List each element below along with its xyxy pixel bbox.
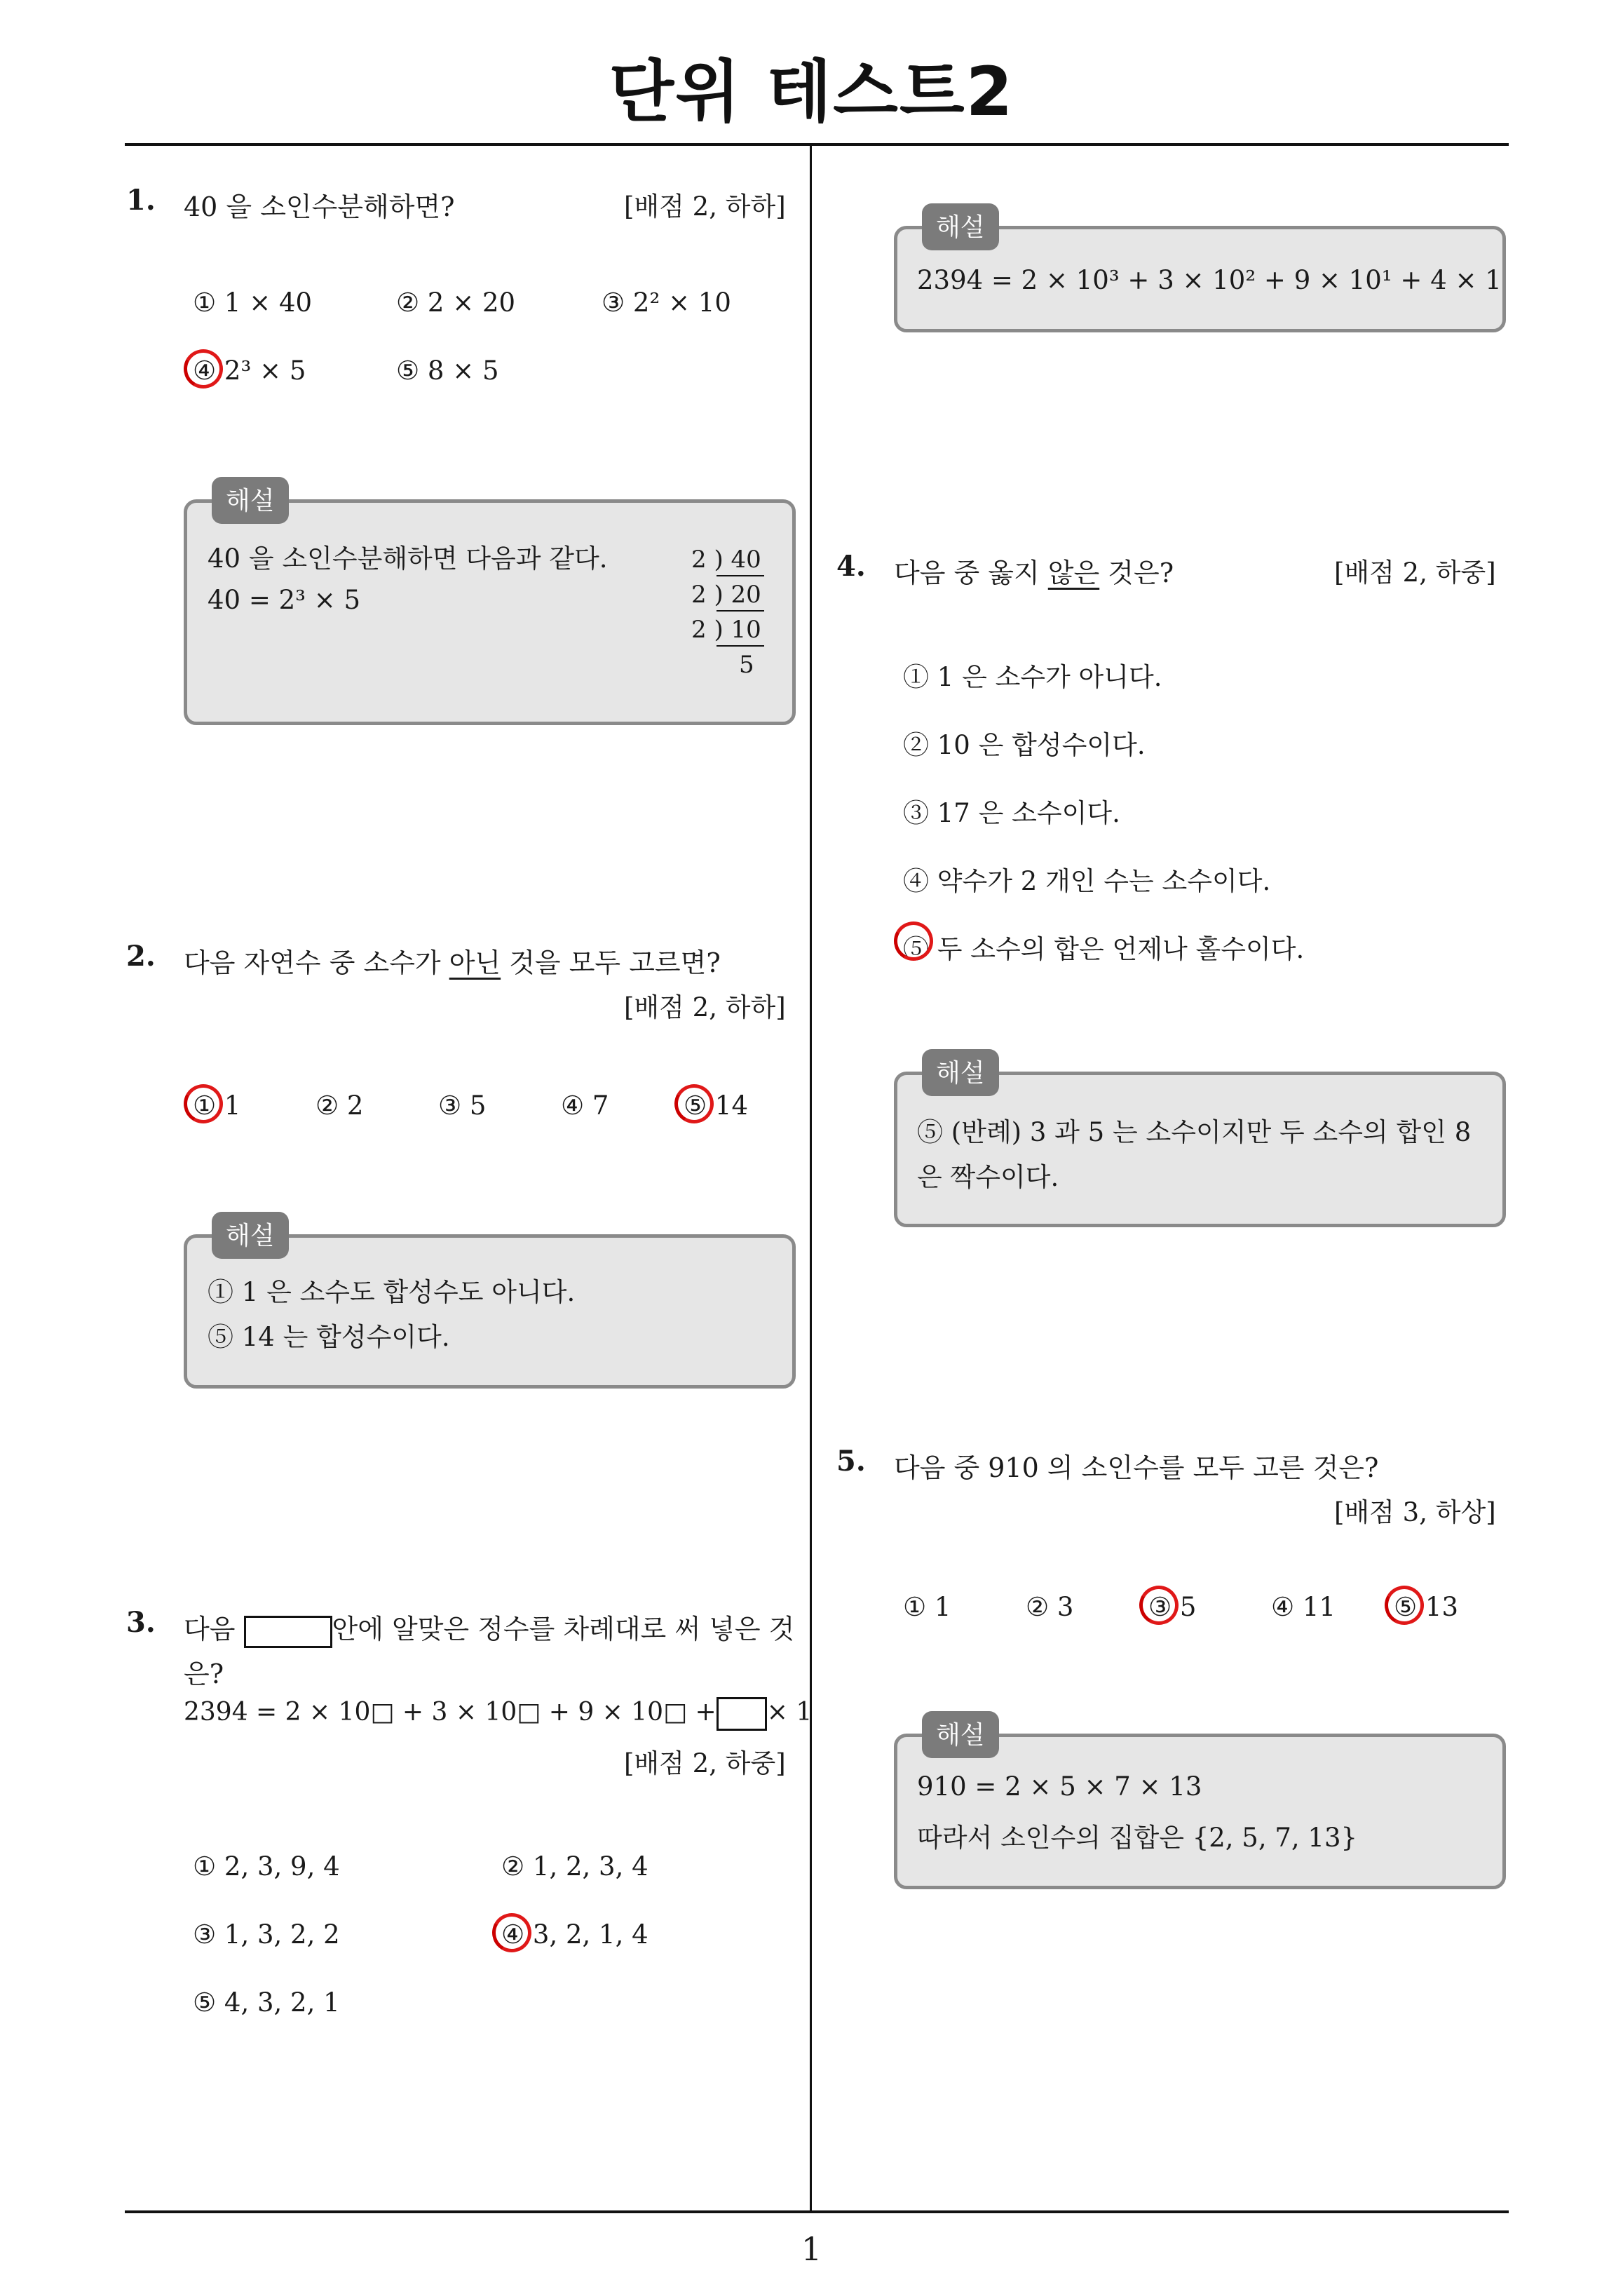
q1-division-step1: 2 ) 40 (691, 546, 761, 574)
q3-option-5[interactable]: ⑤ 4, 3, 2, 1 (193, 1987, 340, 2018)
q3-option-4[interactable]: ④ 3, 2, 1, 4 (501, 1919, 648, 1950)
q4-text (894, 551, 1174, 590)
q2-option-3[interactable]: ③ 5 (438, 1090, 487, 1121)
q3-option-3[interactable]: ③ 1, 3, 2, 2 (193, 1919, 340, 1950)
q4-score: [배점 2, 하중] (1334, 558, 1496, 588)
q3-equation (184, 1697, 812, 1731)
q1-number: 1. (126, 184, 156, 217)
q4-option-2[interactable]: ② 10 은 합성수이다. (903, 730, 1146, 760)
q2-option-4[interactable]: ④ 7 (561, 1090, 609, 1121)
q3-number: 3. (126, 1606, 156, 1639)
q5-answer-mark-5 (1380, 1581, 1429, 1630)
footer-rule (125, 2210, 1509, 2213)
q4-text-part1: 다음 중 옳지 (894, 558, 1048, 588)
q5-option-2[interactable]: ② 3 (1026, 1592, 1074, 1622)
q2-answer-mark-1 (179, 1080, 228, 1128)
q1-answer-mark (179, 345, 228, 393)
q1-explanation-line1: 40 을 소인수분해하면 다음과 같다. (208, 543, 608, 574)
q2-text-part2: 것을 모두 고르면? (501, 947, 721, 978)
q3-text-part1: 다음 (184, 1614, 236, 1645)
q3-explanation-tag: 해설 (922, 203, 999, 250)
q2-text (184, 941, 721, 980)
q4-option-4[interactable]: ④ 약수가 2 개인 수는 소수이다. (903, 866, 1271, 896)
q2-option-5[interactable]: ⑤ 14 (684, 1090, 749, 1121)
q2-text-underlined: 아닌 (449, 947, 501, 978)
q1-division-rule1 (717, 575, 764, 576)
q4-text-underlined: 않은 (1047, 558, 1100, 588)
q5-option-5[interactable]: ⑤ 13 (1394, 1592, 1459, 1622)
q2-score: [배점 2, 하하] (624, 992, 786, 1022)
q2-answer-mark-5 (670, 1080, 719, 1128)
q5-option-4[interactable]: ④ 11 (1271, 1592, 1336, 1622)
q2-explanation-line2: ⑤ 14 는 합성수이다. (208, 1322, 450, 1352)
page-number: 1 (801, 2230, 822, 2268)
q4-text-part2: 것은? (1099, 558, 1174, 588)
q2-explanation-tag: 해설 (212, 1212, 289, 1259)
q1-option-4[interactable]: ④ 2³ × 5 (193, 356, 306, 386)
q4-explanation-line1: ⑤ (반례) 3 과 5 는 소수이지만 두 소수의 합인 8 (917, 1117, 1472, 1147)
q5-option-1[interactable]: ① 1 (903, 1592, 951, 1622)
q3-text-line2: 은? (184, 1659, 224, 1689)
q4-option-3[interactable]: ③ 17 은 소수이다. (903, 798, 1120, 828)
q4-option-1[interactable]: ① 1 은 소수가 아니다. (903, 662, 1162, 692)
q2-text-part1: 다음 자연수 중 소수가 (184, 947, 449, 978)
q3-option-2[interactable]: ② 1, 2, 3, 4 (501, 1851, 648, 1882)
header-rule (125, 143, 1509, 146)
q4-explanation-tag: 해설 (922, 1049, 999, 1096)
q3-option-1[interactable]: ① 2, 3, 9, 4 (193, 1851, 340, 1882)
q4-explanation-line2: 은 짝수이다. (917, 1162, 1059, 1192)
q3-answer-mark (488, 1909, 536, 1957)
q5-option-3[interactable]: ③ 5 (1148, 1592, 1197, 1622)
q4-option-5[interactable]: ⑤ 두 소수의 합은 언제나 홀수이다. (903, 934, 1305, 964)
q1-explanation-line2: 40 = 2³ × 5 (208, 585, 361, 615)
q4-number: 4. (836, 550, 866, 583)
q1-division-result: 5 (739, 651, 754, 679)
q3-equation-left: 2394 = 2 × 10□ + 3 × 10□ + 9 × 10□ + (184, 1698, 717, 1727)
q2-option-1[interactable]: ① 1 (193, 1090, 241, 1121)
q5-text: 다음 중 910 의 소인수를 모두 고른 것은? (894, 1452, 1379, 1483)
q5-number: 5. (836, 1445, 866, 1478)
q1-division-rule3 (717, 645, 764, 647)
q5-answer-mark-3 (1135, 1581, 1183, 1630)
q3-text-line1 (184, 1607, 794, 1648)
q5-explanation-line1: 910 = 2 × 5 × 7 × 13 (917, 1771, 1202, 1802)
q1-division-rule2 (717, 610, 764, 612)
q1-option-3[interactable]: ③ 2² × 10 (602, 288, 731, 318)
q3-equation-blank (717, 1697, 767, 1731)
q3-score: [배점 2, 하중] (624, 1748, 786, 1778)
q3-blank-box (244, 1616, 332, 1648)
q1-option-5[interactable]: ⑤ 8 × 5 (396, 356, 499, 386)
q1-division-step3: 2 ) 10 (691, 616, 761, 644)
q3-explanation-line1: 2394 = 2 × 10³ + 3 × 10² + 9 × 10¹ + 4 × 1 (917, 265, 1502, 295)
q5-score: [배점 3, 하상] (1334, 1497, 1496, 1527)
q2-option-2[interactable]: ② 2 (315, 1090, 364, 1121)
q5-explanation-line2: 따라서 소인수의 집합은 {2, 5, 7, 13} (917, 1823, 1358, 1853)
q1-option-1[interactable]: ① 1 × 40 (193, 288, 313, 318)
q1-explanation-tag: 해설 (212, 477, 289, 524)
q1-score: [배점 2, 하하] (624, 191, 786, 222)
page-title: 단위 테스트2 (609, 53, 1014, 131)
q3-equation-right: × 1 (766, 1698, 813, 1727)
column-divider (810, 144, 812, 2213)
q3-text-part2: 안에 알맞은 정수를 차례대로 써 넣은 것 (332, 1614, 795, 1645)
q2-number: 2. (126, 940, 156, 973)
q5-explanation-tag: 해설 (922, 1711, 999, 1758)
q1-division-step2: 2 ) 20 (691, 581, 761, 609)
q1-option-2[interactable]: ② 2 × 20 (396, 288, 516, 318)
q2-explanation-line1: ① 1 은 소수도 합성수도 아니다. (208, 1277, 576, 1307)
q1-text: 40 을 소인수분해하면? (184, 191, 455, 222)
